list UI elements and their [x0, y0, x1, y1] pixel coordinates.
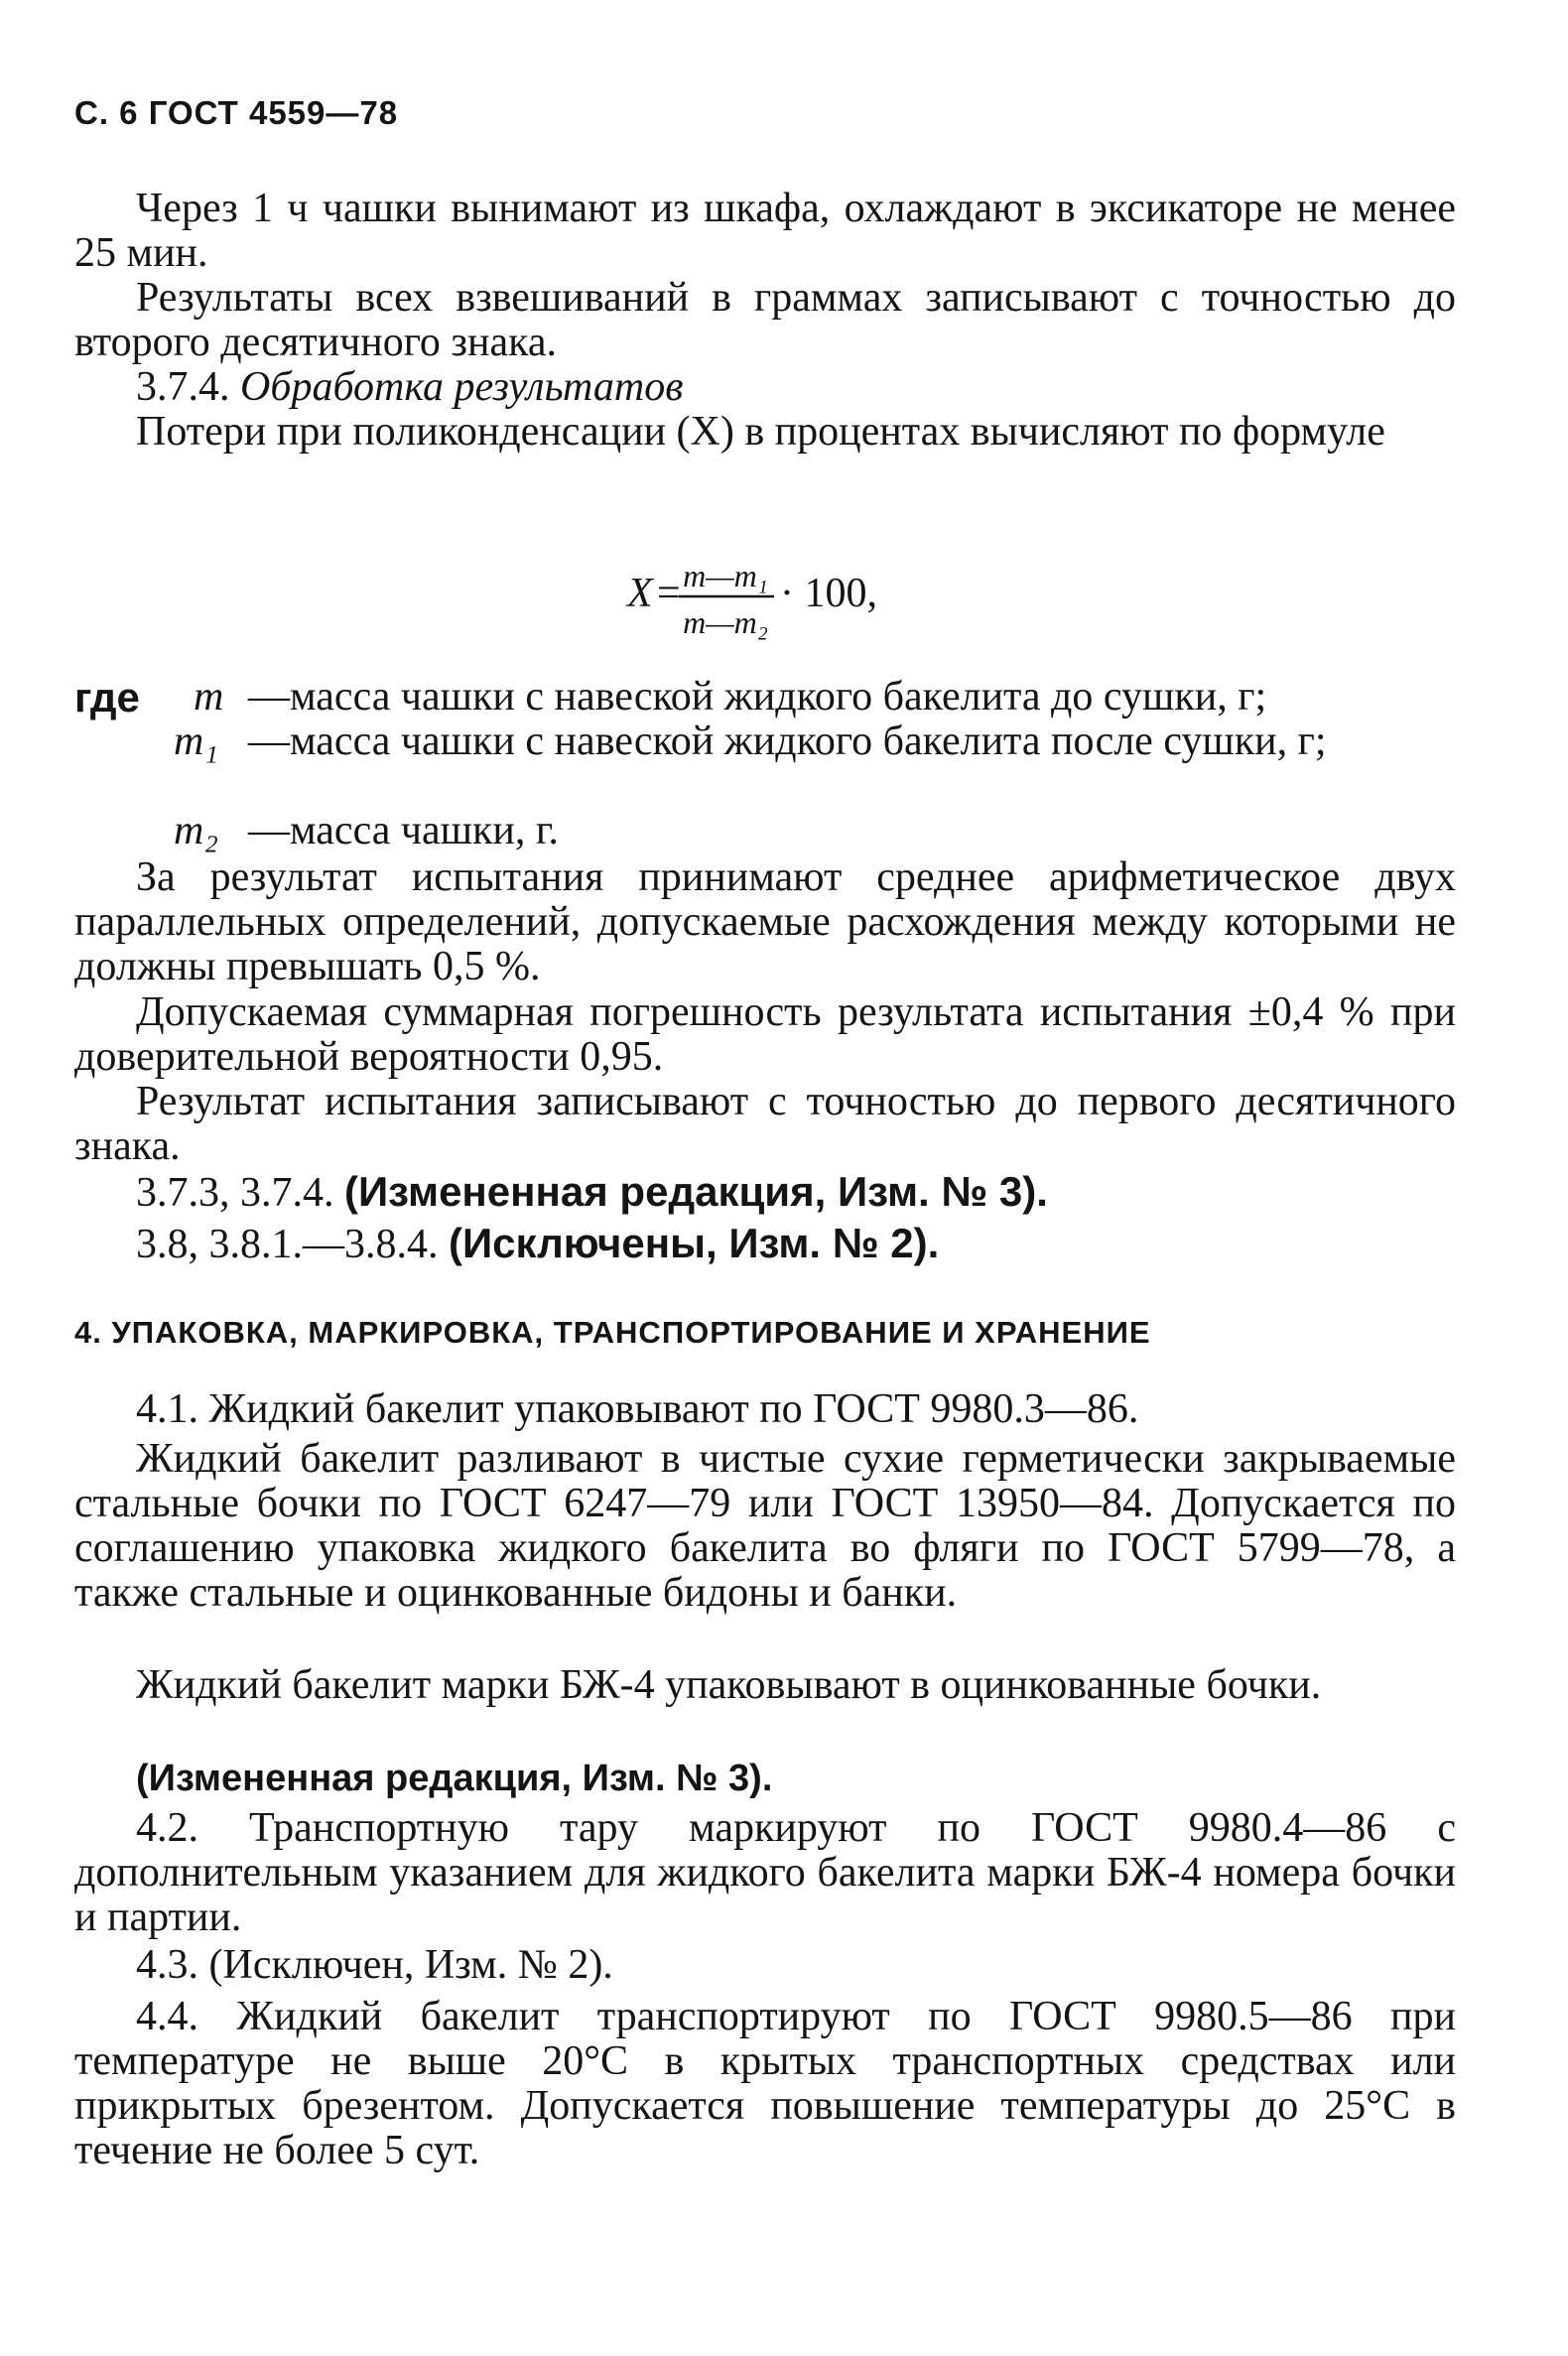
clause-4-1-packing: Жидкий бакелит разливают в чистые сухие герметически закрываемые стальные бочки по ГОСТ 6247—79 или ГОСТ 13950—84. Допускается по соглашению упаковка жидкого бакелита во фляги по ГОСТ 5799—78, а также стальные и оцинкованные бидоны и банки.	[74, 1436, 1456, 1616]
paragraph-result-average: За результат испытания принимают среднее арифметическое двух параллельных определений, допускаемые расхождения между которыми не должны превышать 0,5 %.	[74, 854, 1456, 989]
clause-4-3: 4.3. (Исключен, Изм. № 2).	[136, 1942, 613, 1988]
paragraph-formula-intro: Потери при поликонденсации (X) в процентах вычисляют по формуле	[136, 409, 1385, 455]
var-m2-symbol: m₂	[174, 808, 218, 853]
subsection-title: Обработка результатов	[240, 364, 684, 410]
where-label: где	[74, 674, 140, 720]
var-m2-desc: масса чашки, г.	[290, 808, 559, 853]
paragraph-error: Допускаемая суммарная погрешность результата испытания ±0,4 % при доверительной вероятности 0,95.	[74, 989, 1456, 1080]
paragraph-precision: Результат испытания записывают с точностью до первого десятичного знака.	[74, 1079, 1456, 1169]
page-header: С. 6 ГОСТ 4559—78	[74, 94, 399, 131]
clause-4-4: 4.4. Жидкий бакелит транспортируют по ГОСТ 9980.5—86 при температуре не выше 20°С в крытых транспортных средствах или прикрытых брезентом. Допускается повышение температуры до 25°С в течение не более 5 сут.	[74, 1994, 1456, 2173]
svg-text:=: =	[657, 571, 681, 616]
var-m1-dash: —	[248, 719, 290, 764]
subsection-number: 3.7.4.	[136, 364, 230, 410]
clause-4-2: 4.2. Транспортную тару маркируют по ГОСТ 9980.4—86 с дополнительным указанием для жидкого бакелита марки БЖ-4 номера бочки и партии.	[74, 1805, 1456, 1940]
amendment-note-2: 3.8, 3.8.1.—3.8.4. (Исключены, Изм. № 2).	[136, 1220, 940, 1267]
clause-4-1-amendment: (Измененная редакция, Изм. № 3).	[136, 1758, 773, 1799]
var-m-desc: масса чашки с навеской жидкого бакелита до сушки, г;	[290, 674, 1267, 720]
clause-4-1: 4.1. Жидкий бакелит упаковывают по ГОСТ 9980.3—86.	[136, 1386, 1139, 1432]
clause-4-1-bzh4: Жидкий бакелит марки БЖ-4 упаковывают в оцинкованные бочки.	[136, 1662, 1322, 1708]
var-m1-desc: масса чашки с навеской жидкого бакелита после сушки, г;	[290, 719, 1327, 764]
var-m1-symbol: m₁	[174, 719, 218, 764]
section-4-title: 4. УПАКОВКА, МАРКИРОВКА, ТРАНСПОРТИРОВАНИЕ И ХРАНЕНИЕ	[74, 1315, 1151, 1350]
where-lead	[74, 675, 140, 721]
subsection-heading	[74, 365, 1456, 410]
var-m-dash: —	[248, 674, 290, 720]
var-m-symbol: m	[194, 674, 224, 720]
formula-factor: · 100,	[780, 571, 877, 616]
paragraph-cooling: Через 1 ч чашки вынимают из шкафа, охлаждают в эксикаторе не менее 25 мин.	[74, 186, 1456, 276]
formula-denominator: m—m₂	[683, 604, 768, 640]
paragraph-weighing: Результаты всех взвешиваний в граммах записывают с точностью до второго десятичного знака.	[74, 275, 1456, 365]
formula-numerator: m—m₁	[683, 558, 768, 593]
amendment-note-3: 3.7.3, 3.7.4. (Измененная редакция, Изм. № 3).	[136, 1168, 1048, 1216]
loss-formula	[0, 541, 1568, 650]
var-m2-dash: —	[248, 808, 290, 853]
formula-lhs: X	[627, 571, 653, 616]
